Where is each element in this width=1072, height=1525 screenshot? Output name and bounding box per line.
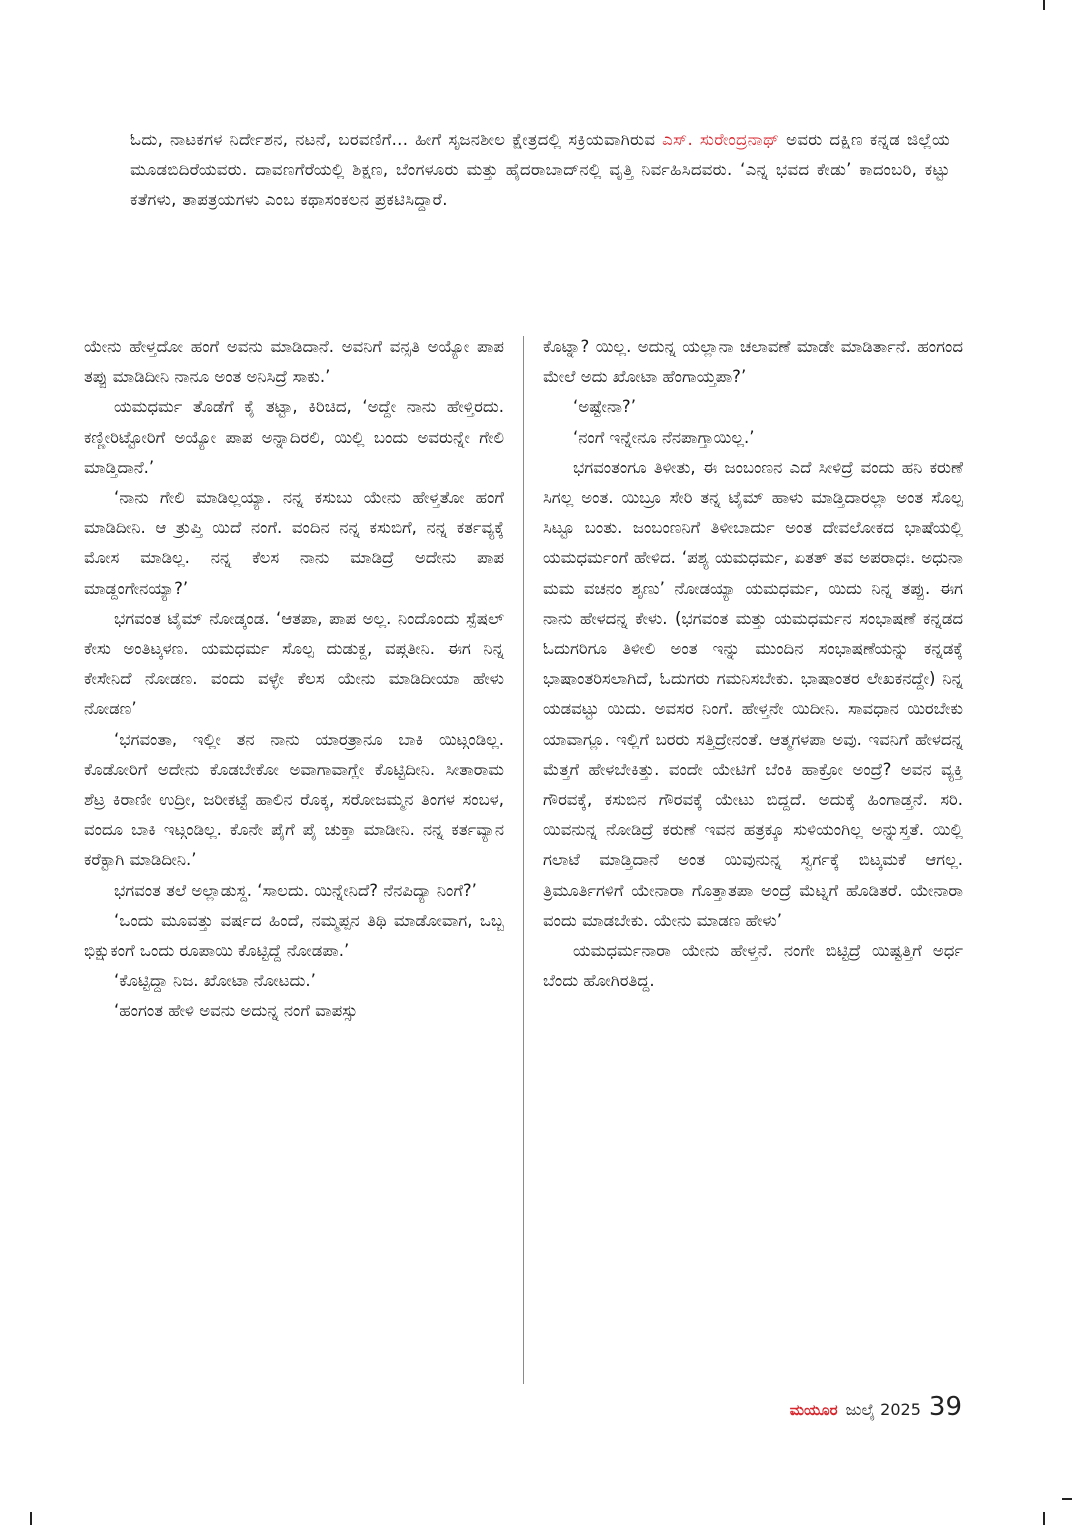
paragraph: ಯೇನು ಹೇಳ್ತದೋ ಹಂಗೆ ಅವನು ಮಾಡಿದಾನೆ. ಅವನಿಗೆ ವನ್ಸತಿ ಅಯ್ಯೋ ಪಾಪ ತಪ್ಪು ಮಾಡಿದೀನಿ ನಾನೂ ಅಂತ ಅನಿಸಿದ್ರೆ ಸಾಕು.’	[84, 337, 504, 387]
paragraph: ಯಮಧರ್ಮನಾರಾ ಯೇನು ಹೇಳ್ತನೆ. ನಂಗೇ ಬಿಟ್ಟಿದ್ರೆ ಯಿಷ್ಟತ್ತಿಗೆ ಅರ್ಧ ಬೆಂದು ಹೋಗಿರತಿದ್ದ.	[543, 941, 963, 991]
crop-mark-right-edge	[1062, 1498, 1072, 1500]
issue-date: ಜುಲೈ 2025	[845, 1400, 921, 1419]
intro-text-start: ಓದು, ನಾಟಕಗಳ ನಿರ್ದೇಶನ, ನಟನೆ, ಬರವಣಿಗೆ... ಹೀಗೆ ಸೃಜನಶೀಲ ಕ್ಷೇತ್ರದಲ್ಲಿ ಸಕ್ರಿಯವಾಗಿರುವ	[130, 130, 663, 149]
magazine-logo: ಮಯೂರ	[789, 1401, 838, 1419]
column-divider	[523, 336, 524, 1384]
left-column	[84, 332, 504, 1027]
crop-mark-bottom-left	[30, 1512, 32, 1525]
paragraph: ‘ನಾನು ಗೇಲಿ ಮಾಡಿಲ್ಲಯ್ಯಾ. ನನ್ನ ಕಸುಬು ಯೇನು ಹೇಳ್ತತೋ ಹಂಗೆ ಮಾಡಿದೀನಿ. ಆ ತ್ರುಪ್ತಿ ಯಿದೆ ನಂಗೆ. ವಂದಿನ ನನ್ನ ಕಸುಬಿಗೆ, ನನ್ನ ಕರ್ತವ್ಯಕ್ಕೆ ಮೋಸ ಮಾಡಿಲ್ಲ. ನನ್ನ ಕೆಲಸ ನಾನು ಮಾಡಿದ್ರೆ ಅದೇನು ಪಾಪ ಮಾಡ್ದಂಗೇನಯ್ಯಾ?’	[84, 488, 504, 598]
paragraph: ಭಗವಂತಂಗೂ ತಿಳೀತು, ಈ ಜಂಬಂಣನ ಎದೆ ಸೀಳಿದ್ರೆ ವಂದು ಹನಿ ಕರುಣೆ ಸಿಗಲ್ಲ ಅಂತ. ಯಿಬ್ರೂ ಸೇರಿ ತನ್ನ ಟೈಮ್ ಹಾಳು ಮಾಡ್ತಿದಾರಲ್ಲಾ ಅಂತ ಸೊಲ್ಪ ಸಿಟ್ಟೂ ಬಂತು. ಜಂಬಂಣನಿಗೆ ತಿಳೀಬಾರ್ದು ಅಂತ ದೇವಲೋಕದ ಭಾಷೆಯಲ್ಲಿ ಯಮಧರ್ಮಂಗೆ ಹೇಳಿದ. ‘ಪಶ್ಯ ಯಮಧರ್ಮ, ಏತತ್ ತವ ಅಪರಾಧಃ. ಅಧುನಾ ಮಮ ವಚನಂ ಶೃಣು’ ನೋಡಯ್ಯಾ ಯಮಧರ್ಮ, ಯಿದು ನಿನ್ನ ತಪ್ಪು. ಈಗ ನಾನು ಹೇಳದನ್ನ ಕೇಳು. (ಭಗವಂತ ಮತ್ತು ಯಮಧರ್ಮನ ಸಂಭಾಷಣೆ ಕನ್ನಡದ ಓದುಗರಿಗೂ ತಿಳೀಲಿ ಅಂತ ಇನ್ನು ಮುಂದಿನ ಸಂಭಾಷಣೆಯನ್ನು ಕನ್ನಡಕ್ಕೆ ಭಾಷಾಂತರಿಸಲಾಗಿದೆ, ಓದುಗರು ಗಮನಿಸಬೇಕು. ಭಾಷಾಂತರ ಲೇಖಕನದ್ದೇ) ನಿನ್ನ ಯಡವಟ್ಟು ಯಿದು. ಅವಸರ ನಿಂಗೆ. ಹೇಳ್ತನೇ ಯಿದೀನಿ. ಸಾವಧಾನ ಯಿರಬೇಕು ಯಾವಾಗ್ಲೂ. ಇಲ್ಲಿಗೆ ಬರರು ಸತ್ತಿದ್ರೇನಂತೆ. ಆತ್ಮಗಳಪಾ ಅವು. ಇವನಿಗೆ ಹೇಳದನ್ನ ಮೆತ್ತಗೆ ಹೇಳಬೇಕಿತ್ತು. ವಂದೇ ಯೇಟಿಗೆ ಬೆಂಕಿ ಹಾಕ್ರೋ ಅಂದ್ರೆ? ಅವನ ವ್ಯಕ್ತಿ ಗೌರವಕ್ಕೆ, ಕಸುಬಿನ ಗೌರವಕ್ಕೆ ಯೇಟು ಬಿದ್ದದೆ. ಅದುಕ್ಕೆ ಹಿಂಗಾಡ್ತನೆ. ಸರಿ. ಯಿವನುನ್ನ ನೋಡಿದ್ರೆ ಕರುಣೆ ಇವನ ಹತ್ರಕ್ಕೂ ಸುಳಿಯಂಗಿಲ್ಲ ಅನ್ನುಸ್ತತೆ. ಯಿಲ್ಲಿ ಗಲಾಟೆ ಮಾಡ್ತಿದಾನೆ ಅಂತ ಯಿವುನುನ್ನ ಸ್ವರ್ಗಕ್ಕೆ ಬಿಟ್ಕಮಕೆ ಆಗಲ್ಲ. ತ್ರಿಮೂರ್ತಿಗಳಿಗೆ ಯೇನಾರಾ ಗೊತ್ತಾತಪಾ ಅಂದ್ರೆ ಮೆಟ್ನಗೆ ಹೊಡಿತರೆ. ಯೇನಾರಾ ವಂದು ಮಾಡಬೇಕು. ಯೇನು ಮಾಡಣ ಹೇಳು’	[543, 457, 963, 930]
crop-mark-bottom-right	[1043, 1512, 1045, 1525]
intro-text-end: ಅವರು ದಕ್ಷಿಣ ಕನ್ನಡ ಜಿಲ್ಲೆಯ ಮೂಡಬಿದಿರೆಯವರು. ದಾವಣಗೆರೆಯಲ್ಲಿ ಶಿಕ್ಷಣ, ಬೆಂಗಳೂರು ಮತ್ತು ಹೈದರಾಬಾದ್‌ನಲ್ಲಿ ವೃತ್ತಿ ನಿರ್ವಹಿಸಿದವರು. ‘ಎನ್ನ ಭವದ ಕೇಡು’ ಕಾದಂಬರಿ, ಕಟ್ಟು ಕತೆಗಳು, ತಾಪತ್ರಯಗಳು ಎಂಬ ಕಥಾಸಂಕಲನ ಪ್ರಕಟಿಸಿದ್ದಾರೆ.	[130, 130, 950, 209]
page-number: 39	[928, 1392, 962, 1422]
paragraph: ‘ಭಗವಂತಾ, ಇಲ್ಲೀ ತನ ನಾನು ಯಾರತ್ರಾನೂ ಬಾಕಿ ಯಿಟ್ಗಂಡಿಲ್ಲ. ಕೊಡೋರಿಗೆ ಅದೇನು ಕೊಡಬೇಕೋ ಅವಾಗಾವಾಗ್ಲೇ ಕೊಟ್ಟಿದೀನಿ. ಸೀತಾರಾಮ ಶೆಟ್ರ ಕಿರಾಣೀ ಉದ್ರೀ, ಜರೀಕಟ್ಟೆ ಹಾಲಿನ ರೊಕ್ಕ, ಸರೋಜಮ್ಮನ ತಿಂಗಳ ಸಂಬಳ, ವಂದೂ ಬಾಕಿ ಇಟ್ಗಂಡಿಲ್ಲ. ಕೊನೇ ಪೈಗೆ ಪೈ ಚುಕ್ತಾ ಮಾಡೀನಿ. ನನ್ನ ಕರ್ತವ್ಯಾನ ಕರೆಕ್ಟಾಗಿ ಮಾಡಿದೀನಿ.’	[84, 729, 504, 870]
paragraph: ‘ನಂಗೆ ಇನ್ನೇನೂ ನೆನಪಾಗ್ತಾಯಿಲ್ಲ.’	[573, 427, 755, 447]
page-footer	[790, 1392, 962, 1428]
paragraph: ‘ಅಷ್ಟೇನಾ?’	[573, 397, 636, 417]
crop-mark-top	[1043, 0, 1045, 10]
paragraph: ಕೊಟ್ನಾ? ಯಿಲ್ಲ. ಅದುನ್ನ ಯಲ್ಲಾನಾ ಚಲಾವಣೆ ಮಾಡೇ ಮಾಡಿರ್ತಾನೆ. ಹಂಗಂದ ಮೇಲೆ ಅದು ಖೋಟಾ ಹೆಂಗಾಯ್ತಪಾ?’	[543, 337, 963, 387]
right-column	[543, 332, 963, 996]
paragraph: ಭಗವಂತ ಟೈಮ್ ನೋಡ್ಕಂಡ. ‘ಆತಪಾ, ಪಾಪ ಅಲ್ಲ. ನಿಂದೊಂದು ಸ್ಪೆಷಲ್ ಕೇಸು ಅಂತಿಟ್ಕಳಣ. ಯಮಧರ್ಮ ಸೊಲ್ಪ ದುಡುಕ್ದ, ವಪ್ಗತೀನಿ. ಈಗ ನಿನ್ನ ಕೇಸೇನಿದೆ ನೋಡಣ. ವಂದು ವಳ್ಳೇ ಕೆಲಸ ಯೇನು ಮಾಡಿದೀಯಾ ಹೇಳು ನೋಡಣ’	[84, 608, 504, 719]
paragraph: ‘ಒಂದು ಮೂವತ್ತು ವರ್ಷದ ಹಿಂದೆ, ನಮ್ಮಪ್ಪನ ತಿಥಿ ಮಾಡೋವಾಗ, ಒಬ್ಬ ಭಿಕ್ಷುಕಂಗೆ ಒಂದು ರೂಪಾಯಿ ಕೊಟ್ಟಿದ್ದೆ ನೋಡಪಾ.’	[84, 910, 504, 961]
paragraph: ‘ಕೊಟ್ಟಿದ್ದಾ ನಿಜ. ಖೋಟಾ ನೋಟದು.’	[114, 971, 316, 991]
author-name: ಎಸ್. ಸುರೇಂದ್ರನಾಥ್	[662, 130, 780, 149]
paragraph: ಯಮಧರ್ಮ ತೊಡೆಗೆ ಕೈ ತಟ್ಟಾ, ಕಿರಿಚಿದ, ‘ಅದ್ದೇ ನಾನು ಹೇಳ್ತಿರದು. ಕಣ್ಣೀರಿಟ್ಟೋರಿಗೆ ಅಯ್ಯೋ ಪಾಪ ಅನ್ನಾದಿರಲಿ, ಯಿಲ್ಲಿ ಬಂದು ಅವರುನ್ನೇ ಗೇಲಿ ಮಾಡ್ತಿದಾನೆ.’	[84, 397, 504, 477]
author-intro	[130, 125, 950, 215]
paragraph: ‘ಹಂಗಂತ ಹೇಳಿ ಅವನು ಅದುನ್ನ ನಂಗೆ ವಾಪಸ್ಸು	[114, 1001, 358, 1021]
paragraph: ಭಗವಂತ ತಲೆ ಅಲ್ಲಾಡುಸ್ದ. ‘ಸಾಲದು. ಯಿನ್ನೇನಿದೆ? ನೆನಪಿದ್ಯಾ ನಿಂಗೆ?’	[114, 880, 477, 900]
